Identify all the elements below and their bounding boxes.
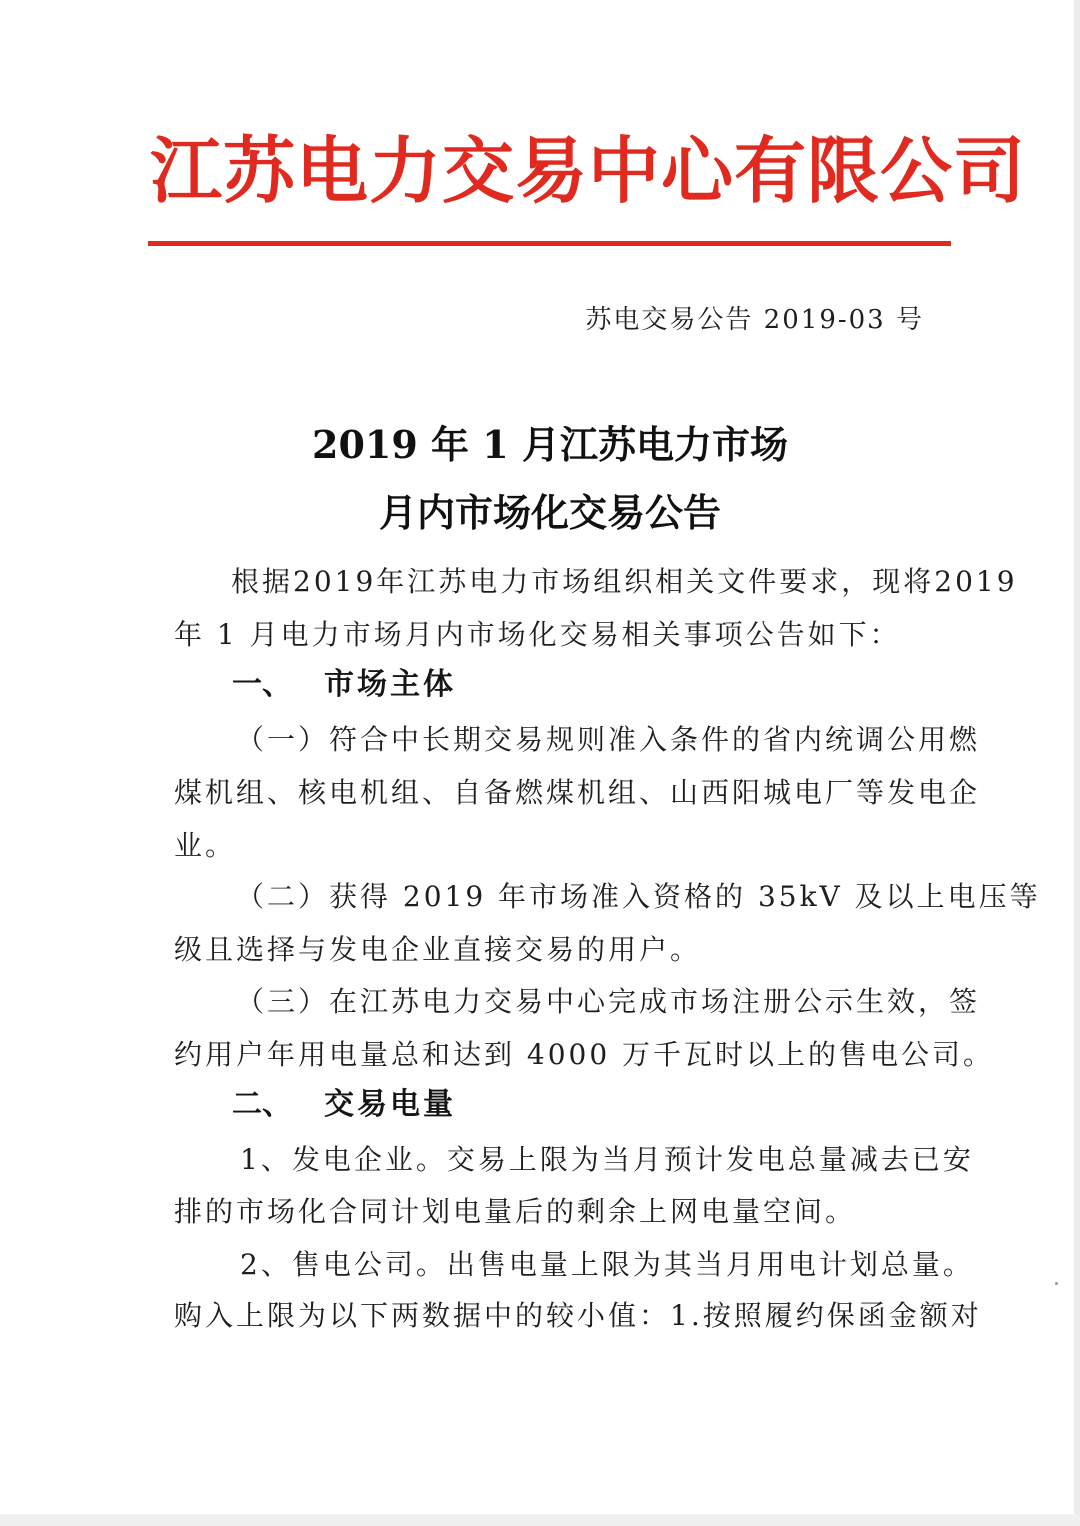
- section-1-item-3-line-2: 约用户年用电量总和达到 4000 万千瓦时以上的售电公司。: [174, 1038, 995, 1071]
- section-1-item-2-line-2: 级且选择与发电企业直接交易的用户。: [174, 933, 702, 966]
- section-2-number: 二、: [232, 1087, 292, 1122]
- section-1-item-3-line-1: （三）在江苏电力交易中心完成市场注册公示生效，签: [236, 985, 981, 1018]
- section-1-number: 一、: [232, 667, 292, 702]
- scan-edge-bottom: [0, 1514, 1080, 1526]
- section-2-heading: [232, 1085, 456, 1125]
- document-number: 苏电交易公告 2019-03 号: [585, 305, 924, 335]
- section-2-item-2-line-2: 购入上限为以下两数据中的较小值：1.按照履约保函金额对: [174, 1299, 982, 1332]
- section-1-item-2-line-1: （二）获得 2019 年市场准入资格的 35kV 及以上电压等: [236, 880, 1041, 913]
- section-2-item-2-line-1: 2、售电公司。出售电量上限为其当月用电计划总量。: [240, 1248, 974, 1281]
- section-1-item-1-line-2: 煤机组、核电机组、自备燃煤机组、山西阳城电厂等发电企: [174, 776, 981, 809]
- section-1-title: 市场主体: [324, 667, 456, 702]
- section-2-item-1-line-1: 1、发电企业。交易上限为当月预计发电总量减去已安: [240, 1143, 974, 1176]
- intro-line-1: 根据2019年江苏电力市场组织相关文件要求，现将2019: [231, 565, 1018, 598]
- section-2-item-1-line-2: 排的市场化合同计划电量后的剩余上网电量空间。: [174, 1195, 857, 1228]
- document-title-line-2: 月内市场化交易公告: [378, 490, 721, 535]
- letterhead-company-name: 江苏电力交易中心有限公司: [150, 128, 1027, 213]
- letterhead-red-rule: [148, 241, 951, 246]
- section-1-item-1-line-1: （一）符合中长期交易规则准入条件的省内统调公用燃: [236, 723, 981, 756]
- document-title-line-1: 2019 年 1 月江苏电力市场: [312, 422, 788, 467]
- section-1-heading: [232, 665, 456, 705]
- section-1-item-1-line-3: 业。: [174, 829, 237, 862]
- scan-speck: [1055, 1282, 1058, 1285]
- section-2-title: 交易电量: [324, 1087, 456, 1122]
- intro-line-2: 年 1 月电力市场月内市场化交易相关事项公告如下：: [174, 618, 901, 651]
- scan-edge-right: [1074, 0, 1080, 1526]
